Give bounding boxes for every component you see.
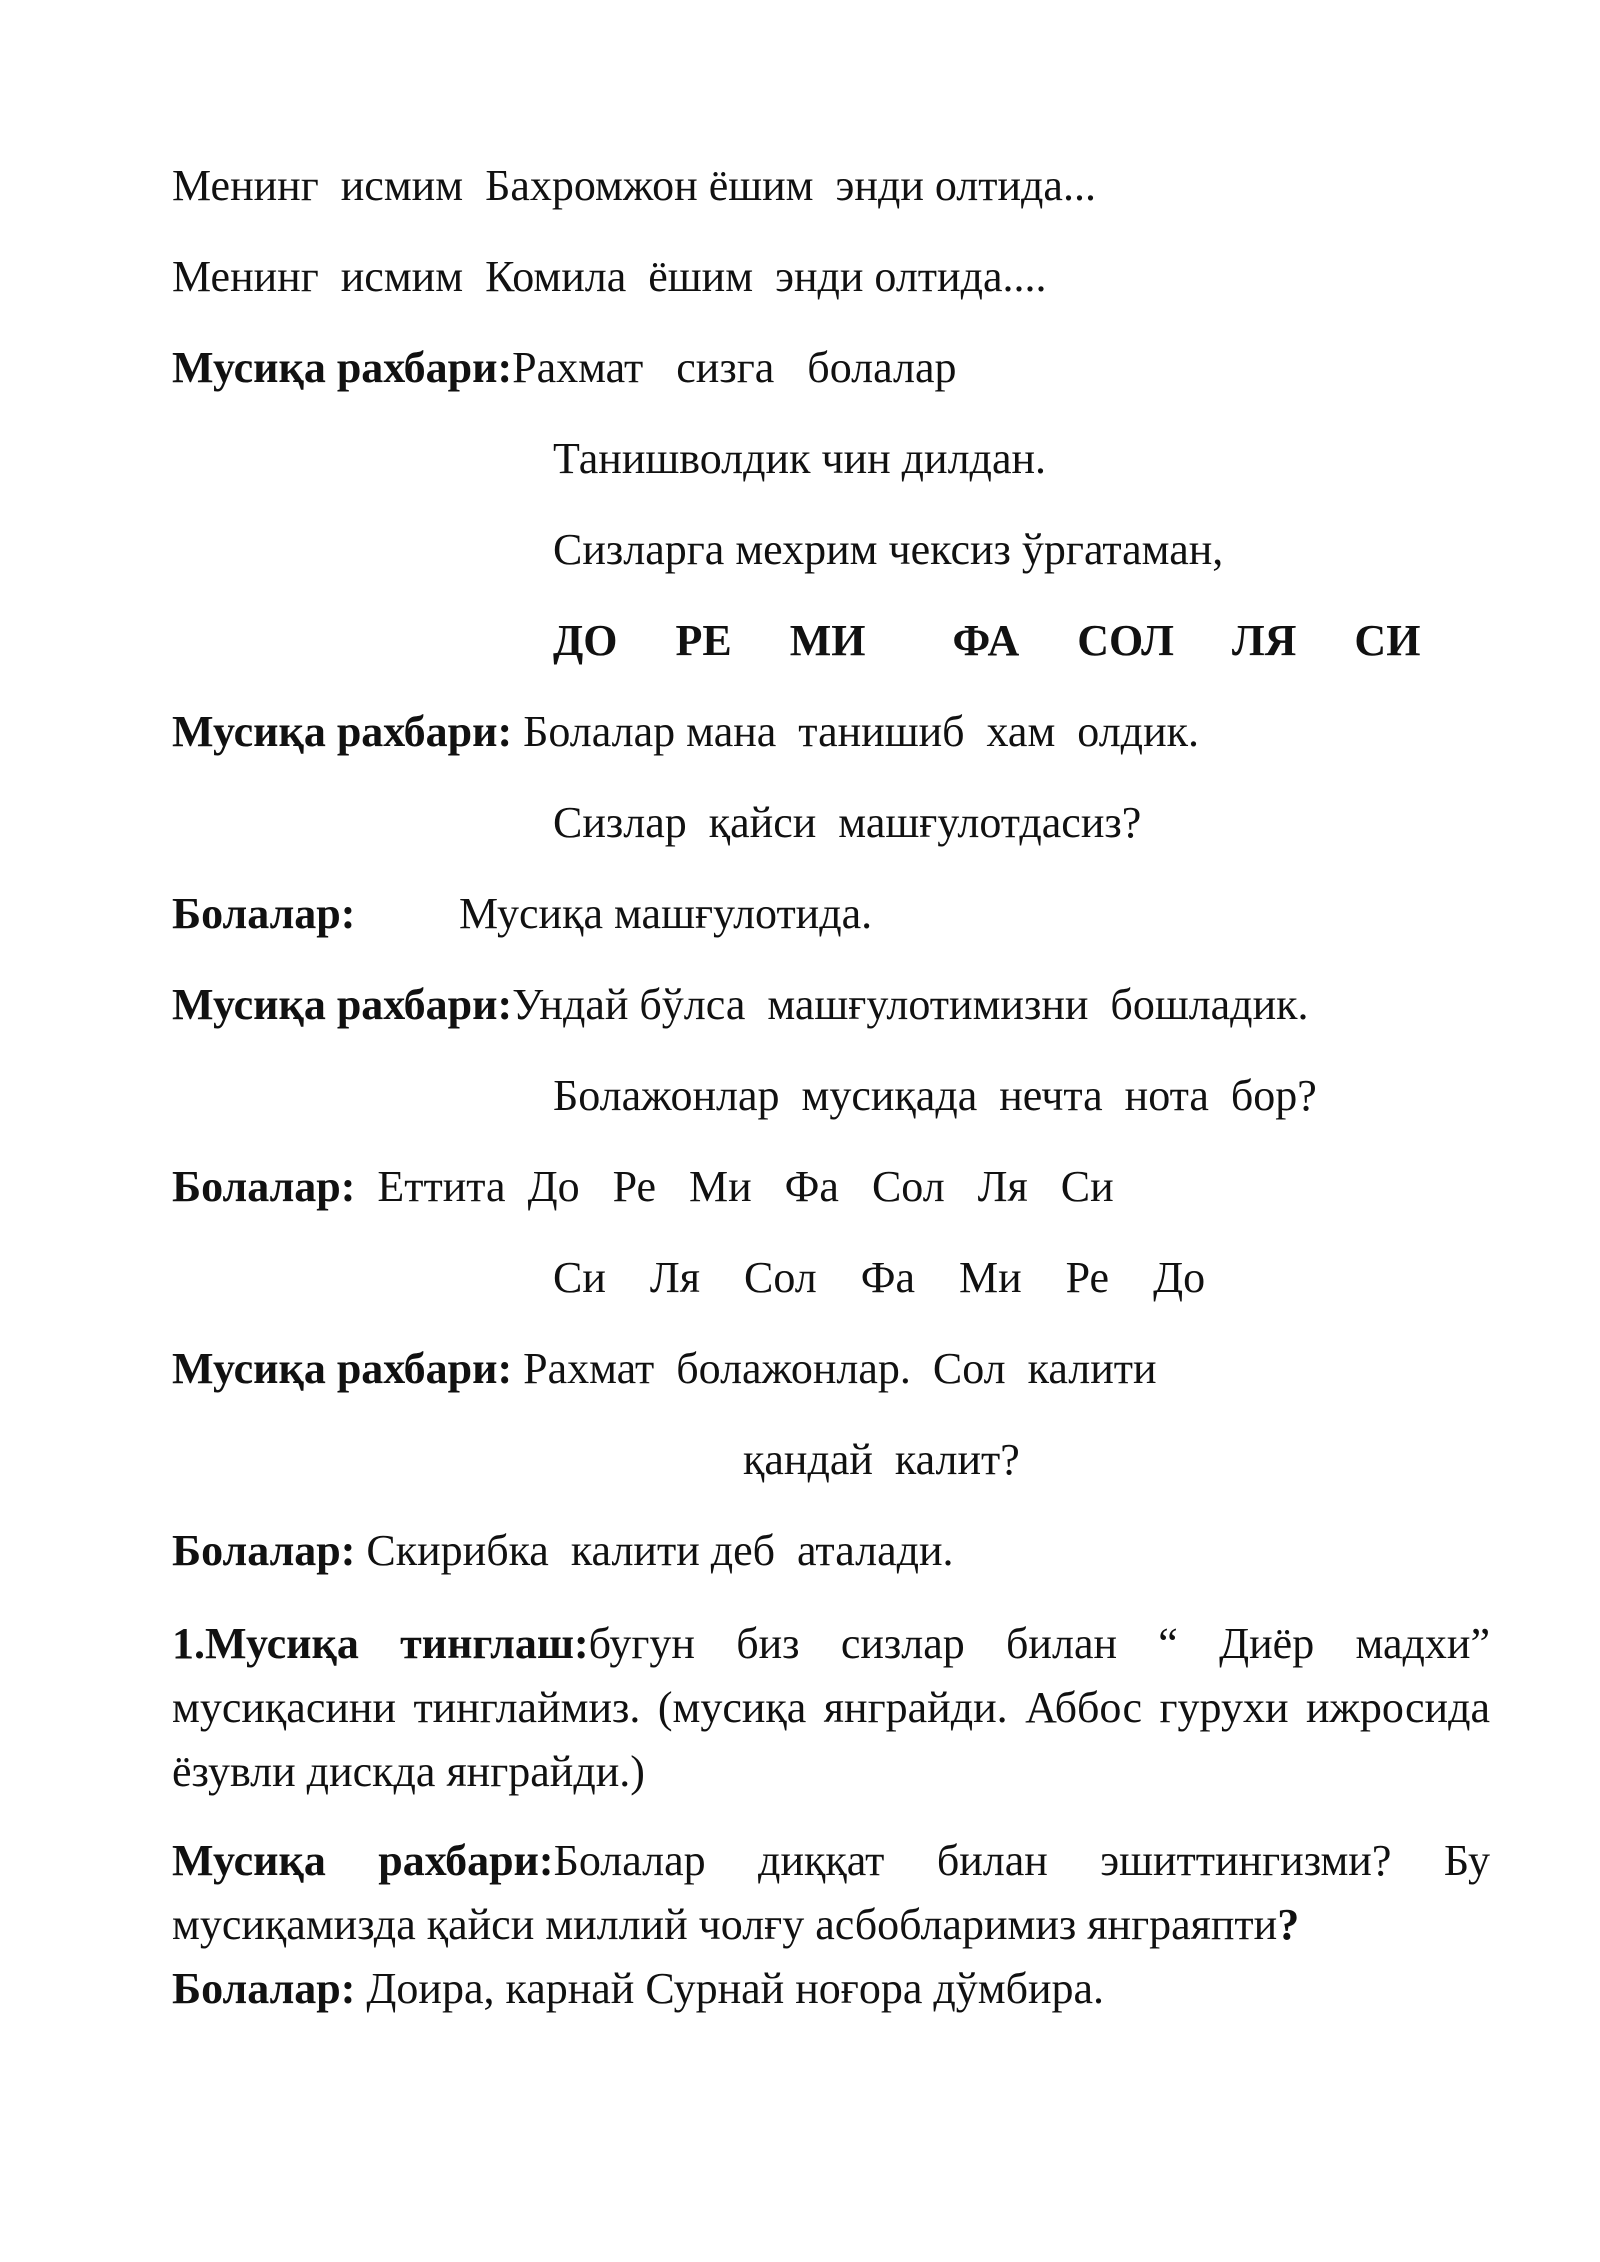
dialogue-text: Мусиқа машғулотида. xyxy=(459,889,873,938)
paragraph-text: бугун биз сизлар билан “ Диёр мадхи” мусиқасини тинглаймиз. (мусиқа янграйди. Аббос гурухи ижросида ёзувли дискда янграйди.) xyxy=(172,1619,1491,1796)
dialogue-continuation: Танишволдик чин дилдан. xyxy=(553,434,1047,483)
closing-dialogue-paragraph xyxy=(172,1829,1490,2021)
dialogue-line xyxy=(172,1343,1157,1395)
music-notes-line: ДО РЕ МИ ФА СОЛ ЛЯ СИ xyxy=(553,616,1421,665)
dialogue-text: Еттита До Ре Ми Фа Сол Ля Си xyxy=(355,1162,1114,1211)
paragraph-text: Доира, карнай Сурнай ноғора дўмбира. xyxy=(355,1964,1105,2013)
dialogue-line xyxy=(172,1161,1114,1213)
dialogue-line xyxy=(172,706,1199,758)
speaker-label: Болалар: xyxy=(172,1162,356,1211)
dialogue-text: Ундай бўлса машғулотимизни бошладик. xyxy=(512,980,1309,1029)
speaker-label: Мусиқа рахбари: xyxy=(172,343,513,392)
dialogue-line xyxy=(172,979,1309,1031)
question-mark: ? xyxy=(1277,1900,1300,1949)
dialogue-continuation: Си Ля Сол Фа Ми Ре До xyxy=(553,1253,1206,1302)
intro-line-komila: Менинг исмим Комила ёшим энди олтида.... xyxy=(172,252,1047,301)
speaker-label: Болалар: xyxy=(172,889,356,938)
dialogue-line xyxy=(172,1525,954,1577)
dialogue-text: Болалар мана танишиб хам олдик. xyxy=(512,707,1199,756)
dialogue-continuation: Болажонлар мусиқада нечта нота бор? xyxy=(553,1071,1317,1120)
speaker-label: Мусиқа рахбари: xyxy=(172,980,513,1029)
speaker-label: Мусиқа рахбари: xyxy=(172,1344,513,1393)
dialogue-text: Скирибка калити деб аталади. xyxy=(355,1526,954,1575)
paragraph-text: Болалар диққат билан эшиттингизми? Бу мусиқамизда қайси миллий чолғу асбобларимиз янграяпти xyxy=(172,1836,1490,1949)
speaker-label: Болалар: xyxy=(172,1526,356,1575)
intro-line-bahromjon: Менинг исмим Бахромжон ёшим энди олтида... xyxy=(172,161,1096,210)
dialogue-line xyxy=(172,342,956,394)
dialogue-continuation: қандай калит? xyxy=(743,1435,1020,1484)
section-listening-paragraph xyxy=(172,1612,1490,1804)
speaker-label: Мусиқа рахбари: xyxy=(172,707,513,756)
speaker-label: Мусиқа рахбари: xyxy=(172,1836,554,1885)
section-heading: 1.Мусиқа тинглаш: xyxy=(172,1619,589,1668)
dialogue-continuation: Сизлар қайси машғулотдасиз? xyxy=(553,798,1142,847)
dialogue-text: Рахмат сизга болалар xyxy=(512,343,957,392)
dialogue-line xyxy=(172,888,872,940)
dialogue-text: Рахмат болажонлар. Сол калити xyxy=(512,1344,1157,1393)
speaker-label: Болалар: xyxy=(172,1964,356,2013)
dialogue-continuation: Сизларга мехрим чексиз ўргатаман, xyxy=(553,525,1224,574)
